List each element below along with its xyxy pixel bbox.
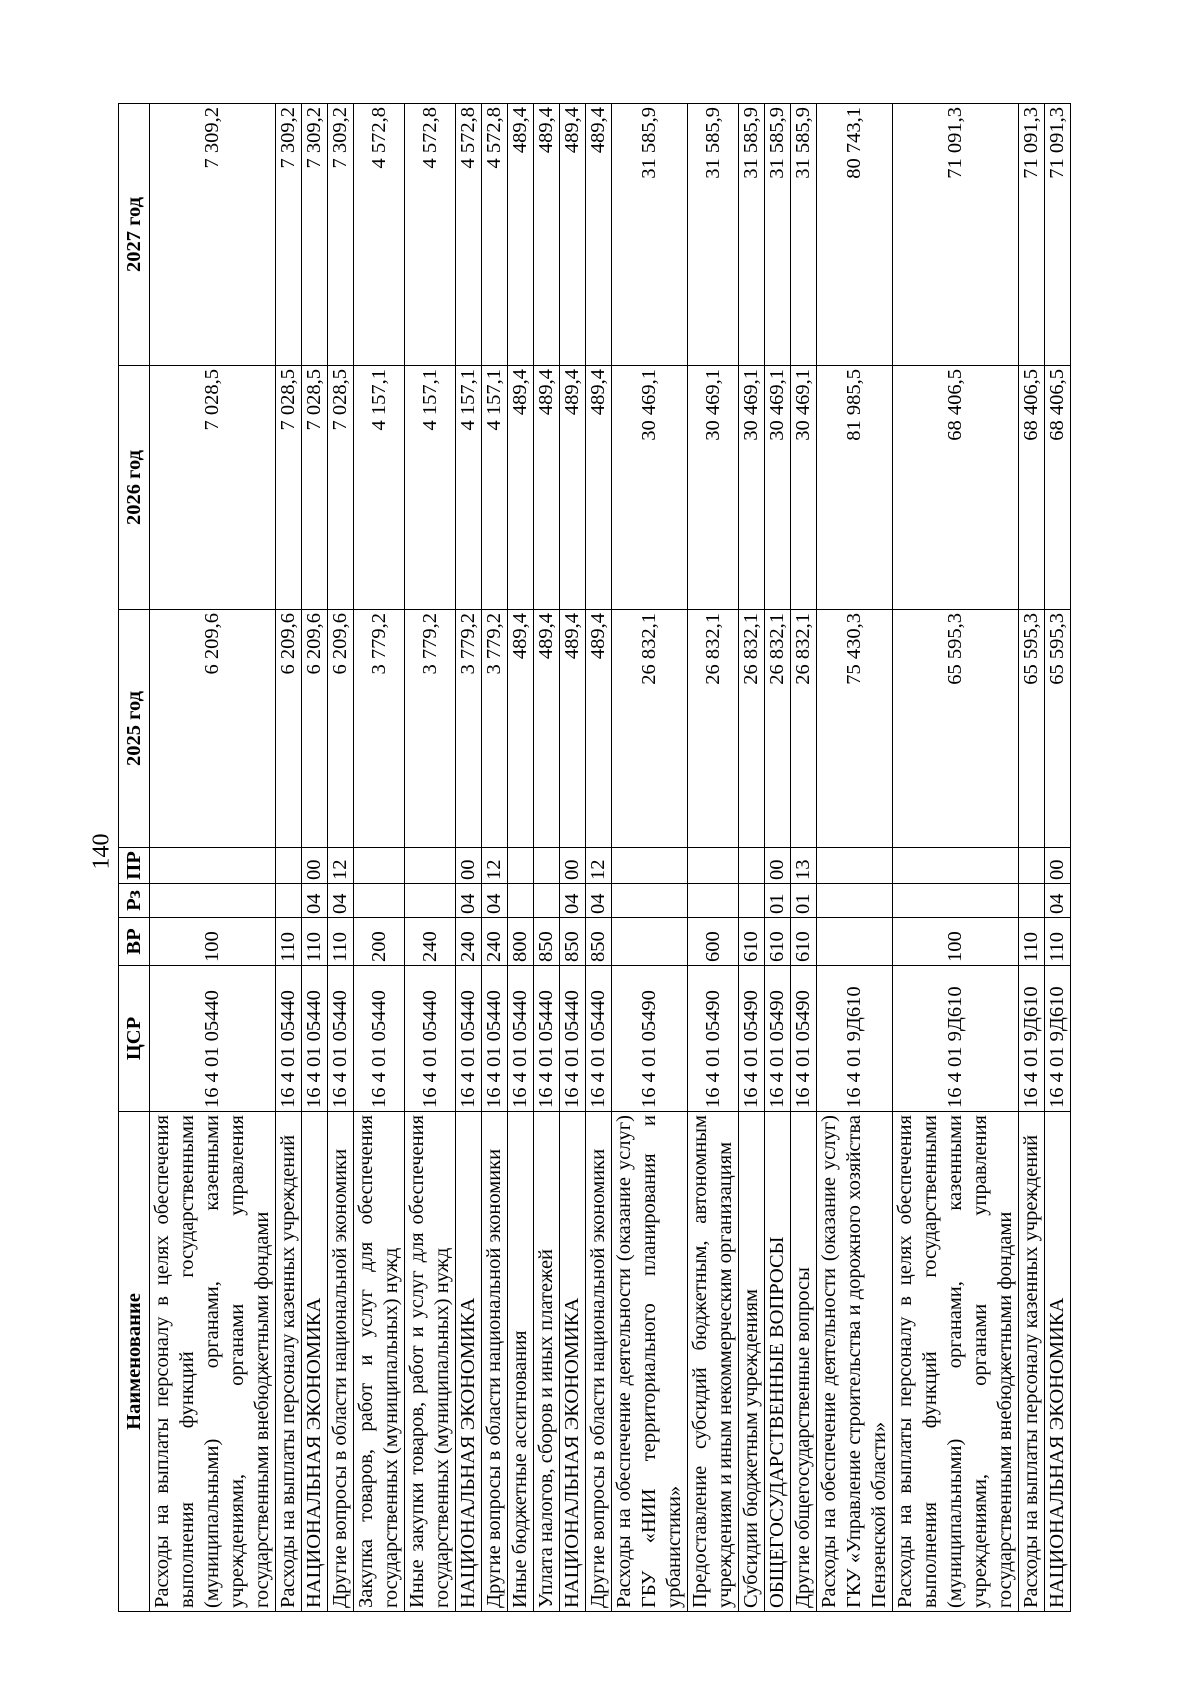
- cell-rz: [276, 884, 302, 918]
- table-row: [586, 104, 612, 1612]
- cell-rz: [817, 884, 893, 918]
- cell-vr: 610: [791, 918, 817, 966]
- cell-2026: 489,4: [560, 366, 586, 610]
- cell-vr: 240: [456, 918, 482, 966]
- cell-2026: 4 157,1: [354, 366, 405, 610]
- cell-2027: 489,4: [586, 104, 612, 366]
- cell-rz: [739, 884, 765, 918]
- cell-2026: 30 469,1: [739, 366, 765, 610]
- cell-pr: 00: [1045, 848, 1071, 884]
- cell-rz: 01: [765, 884, 791, 918]
- cell-rz: 01: [791, 884, 817, 918]
- cell-2025: 489,4: [534, 610, 560, 848]
- cell-2026: 30 469,1: [791, 366, 817, 610]
- cell-name: НАЦИОНАЛЬНАЯ ЭКОНОМИКА: [456, 1112, 482, 1612]
- cell-rz: [688, 884, 739, 918]
- table-header-row: [119, 104, 150, 1612]
- cell-2025: 26 832,1: [739, 610, 765, 848]
- cell-2025: 3 779,2: [354, 610, 405, 848]
- cell-csr: 16 4 01 05490: [739, 966, 765, 1112]
- header-2027: 2027 год: [119, 104, 150, 366]
- cell-pr: [276, 848, 302, 884]
- cell-2025: 65 595,3: [1019, 610, 1045, 848]
- cell-2026: 7 028,5: [328, 366, 354, 610]
- header-2025: 2025 год: [119, 610, 150, 848]
- cell-2026: 68 406,5: [1019, 366, 1045, 610]
- cell-csr: 16 4 01 05490: [791, 966, 817, 1112]
- cell-rz: 04: [328, 884, 354, 918]
- cell-vr: 610: [739, 918, 765, 966]
- cell-csr: 16 4 01 05440: [534, 966, 560, 1112]
- cell-csr: 16 4 01 9Д610: [817, 966, 893, 1112]
- cell-csr: 16 4 01 05440: [354, 966, 405, 1112]
- cell-pr: [612, 848, 688, 884]
- cell-name: Расходы на обеспечение деятельности (оказание услуг) ГБУ «НИИ территориального планирования и урбанистики»: [612, 1112, 688, 1612]
- cell-2027: 31 585,9: [688, 104, 739, 366]
- cell-pr: [688, 848, 739, 884]
- cell-vr: 240: [405, 918, 456, 966]
- cell-rz: 04: [482, 884, 508, 918]
- cell-2027: 4 572,8: [482, 104, 508, 366]
- cell-csr: 16 4 01 05490: [765, 966, 791, 1112]
- table-row: [560, 104, 586, 1612]
- cell-2026: 7 028,5: [150, 366, 276, 610]
- cell-2026: 30 469,1: [688, 366, 739, 610]
- cell-2027: 71 091,3: [1019, 104, 1045, 366]
- cell-csr: 16 4 01 05440: [150, 966, 276, 1112]
- cell-pr: 12: [482, 848, 508, 884]
- cell-2025: 26 832,1: [688, 610, 739, 848]
- cell-2026: 489,4: [586, 366, 612, 610]
- cell-2025: 3 779,2: [405, 610, 456, 848]
- cell-vr: 850: [560, 918, 586, 966]
- cell-2026: 30 469,1: [765, 366, 791, 610]
- cell-2027: 489,4: [560, 104, 586, 366]
- cell-2025: 6 209,6: [328, 610, 354, 848]
- table-row: [1045, 104, 1071, 1612]
- cell-vr: [612, 918, 688, 966]
- cell-2027: 489,4: [508, 104, 534, 366]
- cell-pr: 12: [586, 848, 612, 884]
- page-number: 140: [88, 833, 115, 870]
- table-row: [276, 104, 302, 1612]
- cell-rz: 04: [1045, 884, 1071, 918]
- cell-vr: [817, 918, 893, 966]
- cell-name: Иные бюджетные ассигнования: [508, 1112, 534, 1612]
- cell-2025: 489,4: [586, 610, 612, 848]
- header-2026: 2026 год: [119, 366, 150, 610]
- cell-vr: 850: [586, 918, 612, 966]
- table-row: [817, 104, 893, 1612]
- cell-2027: 4 572,8: [456, 104, 482, 366]
- cell-rz: 04: [456, 884, 482, 918]
- cell-csr: 16 4 01 05490: [612, 966, 688, 1112]
- cell-2025: 65 595,3: [893, 610, 1019, 848]
- cell-2026: 81 985,5: [817, 366, 893, 610]
- table-row: [688, 104, 739, 1612]
- cell-vr: 110: [1019, 918, 1045, 966]
- cell-2025: 6 209,6: [302, 610, 328, 848]
- cell-2026: 30 469,1: [612, 366, 688, 610]
- cell-pr: 00: [456, 848, 482, 884]
- cell-2027: 489,4: [534, 104, 560, 366]
- cell-2026: 4 157,1: [456, 366, 482, 610]
- cell-csr: 16 4 01 05440: [328, 966, 354, 1112]
- cell-name: Расходы на выплаты персоналу в целях обеспечения выполнения функций государственными (муниципальными) органами, казенными учреждениями, органами управления государственными внебюджетными фондами: [893, 1112, 1019, 1612]
- cell-name: Уплата налогов, сборов и иных платежей: [534, 1112, 560, 1612]
- table-row: [456, 104, 482, 1612]
- cell-name: Расходы на выплаты персоналу казенных учреждений: [276, 1112, 302, 1612]
- cell-vr: 600: [688, 918, 739, 966]
- cell-pr: [354, 848, 405, 884]
- cell-rz: [534, 884, 560, 918]
- cell-2025: 6 209,6: [276, 610, 302, 848]
- cell-csr: 16 4 01 05490: [688, 966, 739, 1112]
- cell-2027: 4 572,8: [354, 104, 405, 366]
- cell-vr: 240: [482, 918, 508, 966]
- cell-vr: 610: [765, 918, 791, 966]
- cell-csr: 16 4 01 9Д610: [893, 966, 1019, 1112]
- cell-2025: 3 779,2: [482, 610, 508, 848]
- cell-name: Другие общегосударственные вопросы: [791, 1112, 817, 1612]
- cell-pr: [893, 848, 1019, 884]
- cell-rz: [1019, 884, 1045, 918]
- cell-name: Другие вопросы в области национальной экономики: [586, 1112, 612, 1612]
- cell-pr: 12: [328, 848, 354, 884]
- cell-pr: [534, 848, 560, 884]
- cell-2026: 4 157,1: [482, 366, 508, 610]
- cell-rz: [354, 884, 405, 918]
- cell-2026: 7 028,5: [276, 366, 302, 610]
- cell-name: НАЦИОНАЛЬНАЯ ЭКОНОМИКА: [560, 1112, 586, 1612]
- cell-2025: 489,4: [560, 610, 586, 848]
- budget-table: [118, 103, 1071, 1612]
- table-row: [508, 104, 534, 1612]
- cell-2026: 68 406,5: [1045, 366, 1071, 610]
- cell-2025: 3 779,2: [456, 610, 482, 848]
- cell-pr: [405, 848, 456, 884]
- cell-pr: [739, 848, 765, 884]
- cell-2025: 75 430,3: [817, 610, 893, 848]
- cell-rz: [150, 884, 276, 918]
- cell-2027: 4 572,8: [405, 104, 456, 366]
- cell-2026: 4 157,1: [405, 366, 456, 610]
- cell-rz: [508, 884, 534, 918]
- cell-name: НАЦИОНАЛЬНАЯ ЭКОНОМИКА: [302, 1112, 328, 1612]
- cell-2027: 31 585,9: [612, 104, 688, 366]
- cell-csr: 16 4 01 05440: [586, 966, 612, 1112]
- cell-2025: 65 595,3: [1045, 610, 1071, 848]
- budget-table-rotated: [118, 104, 1071, 1612]
- cell-2027: 7 309,2: [150, 104, 276, 366]
- cell-pr: [150, 848, 276, 884]
- cell-vr: 100: [150, 918, 276, 966]
- cell-csr: 16 4 01 05440: [276, 966, 302, 1112]
- cell-2027: 7 309,2: [276, 104, 302, 366]
- cell-csr: 16 4 01 05440: [482, 966, 508, 1112]
- cell-2026: 7 028,5: [302, 366, 328, 610]
- cell-pr: 13: [791, 848, 817, 884]
- table-body: [150, 104, 1071, 1612]
- table-row: [482, 104, 508, 1612]
- cell-2025: 489,4: [508, 610, 534, 848]
- cell-name: Другие вопросы в области национальной экономики: [482, 1112, 508, 1612]
- cell-pr: 00: [560, 848, 586, 884]
- cell-2027: 80 743,1: [817, 104, 893, 366]
- cell-csr: 16 4 01 9Д610: [1019, 966, 1045, 1112]
- cell-csr: 16 4 01 05440: [560, 966, 586, 1112]
- cell-name: Другие вопросы в области национальной экономики: [328, 1112, 354, 1612]
- cell-vr: 200: [354, 918, 405, 966]
- cell-name: ОБЩЕГОСУДАРСТВЕННЫЕ ВОПРОСЫ: [765, 1112, 791, 1612]
- header-csr: ЦСР: [119, 966, 150, 1112]
- cell-name: Расходы на выплаты персоналу казенных учреждений: [1019, 1112, 1045, 1612]
- table-row: [1019, 104, 1045, 1612]
- cell-vr: 100: [893, 918, 1019, 966]
- cell-2025: 26 832,1: [791, 610, 817, 848]
- cell-vr: 110: [328, 918, 354, 966]
- cell-pr: [1019, 848, 1045, 884]
- table-row: [354, 104, 405, 1612]
- cell-vr: 800: [508, 918, 534, 966]
- cell-csr: 16 4 01 05440: [508, 966, 534, 1112]
- cell-2027: 31 585,9: [765, 104, 791, 366]
- header-name: Наименование: [119, 1112, 150, 1612]
- cell-2025: 6 209,6: [150, 610, 276, 848]
- header-pr: ПР: [119, 848, 150, 884]
- cell-2027: 71 091,3: [1045, 104, 1071, 366]
- cell-rz: [893, 884, 1019, 918]
- cell-vr: 110: [276, 918, 302, 966]
- cell-name: Расходы на выплаты персоналу в целях обеспечения выполнения функций государственными (муниципальными) органами, казенными учреждениями, органами управления государственными внебюджетными фондами: [150, 1112, 276, 1612]
- cell-pr: [508, 848, 534, 884]
- cell-rz: [405, 884, 456, 918]
- table-row: [765, 104, 791, 1612]
- cell-csr: 16 4 01 05440: [456, 966, 482, 1112]
- cell-rz: 04: [586, 884, 612, 918]
- cell-name: Субсидии бюджетным учреждениям: [739, 1112, 765, 1612]
- cell-2027: 7 309,2: [302, 104, 328, 366]
- table-row: [612, 104, 688, 1612]
- cell-name: НАЦИОНАЛЬНАЯ ЭКОНОМИКА: [1045, 1112, 1071, 1612]
- header-vr: ВР: [119, 918, 150, 966]
- cell-csr: 16 4 01 9Д610: [1045, 966, 1071, 1112]
- cell-rz: 04: [560, 884, 586, 918]
- cell-2027: 7 309,2: [328, 104, 354, 366]
- cell-2026: 489,4: [508, 366, 534, 610]
- table-row: [302, 104, 328, 1612]
- cell-vr: 110: [302, 918, 328, 966]
- cell-2026: 489,4: [534, 366, 560, 610]
- cell-csr: 16 4 01 05440: [405, 966, 456, 1112]
- cell-name: Расходы на обеспечение деятельности (оказание услуг) ГКУ «Управление строительства и дорожного хозяйства Пензенской области»: [817, 1112, 893, 1612]
- cell-pr: 00: [765, 848, 791, 884]
- cell-2025: 26 832,1: [612, 610, 688, 848]
- table-row: [893, 104, 1019, 1612]
- table-row: [534, 104, 560, 1612]
- table-row: [405, 104, 456, 1612]
- table-row: [739, 104, 765, 1612]
- cell-csr: 16 4 01 05440: [302, 966, 328, 1112]
- cell-vr: 850: [534, 918, 560, 966]
- cell-2027: 31 585,9: [791, 104, 817, 366]
- table-row: [150, 104, 276, 1612]
- cell-2027: 71 091,3: [893, 104, 1019, 366]
- cell-rz: 04: [302, 884, 328, 918]
- cell-name: Закупка товаров, работ и услуг для обеспечения государственных (муниципальных) нужд: [354, 1112, 405, 1612]
- cell-name: Иные закупки товаров, работ и услуг для обеспечения государственных (муниципальных) нужд: [405, 1112, 456, 1612]
- table-row: [328, 104, 354, 1612]
- cell-2027: 31 585,9: [739, 104, 765, 366]
- cell-pr: [817, 848, 893, 884]
- cell-pr: 00: [302, 848, 328, 884]
- cell-rz: [612, 884, 688, 918]
- cell-2026: 68 406,5: [893, 366, 1019, 610]
- cell-vr: 110: [1045, 918, 1071, 966]
- table-row: [791, 104, 817, 1612]
- header-rz: Рз: [119, 884, 150, 918]
- cell-2025: 26 832,1: [765, 610, 791, 848]
- cell-name: Предоставление субсидий бюджетным, автономным учреждениям и иным некоммерческим организациям: [688, 1112, 739, 1612]
